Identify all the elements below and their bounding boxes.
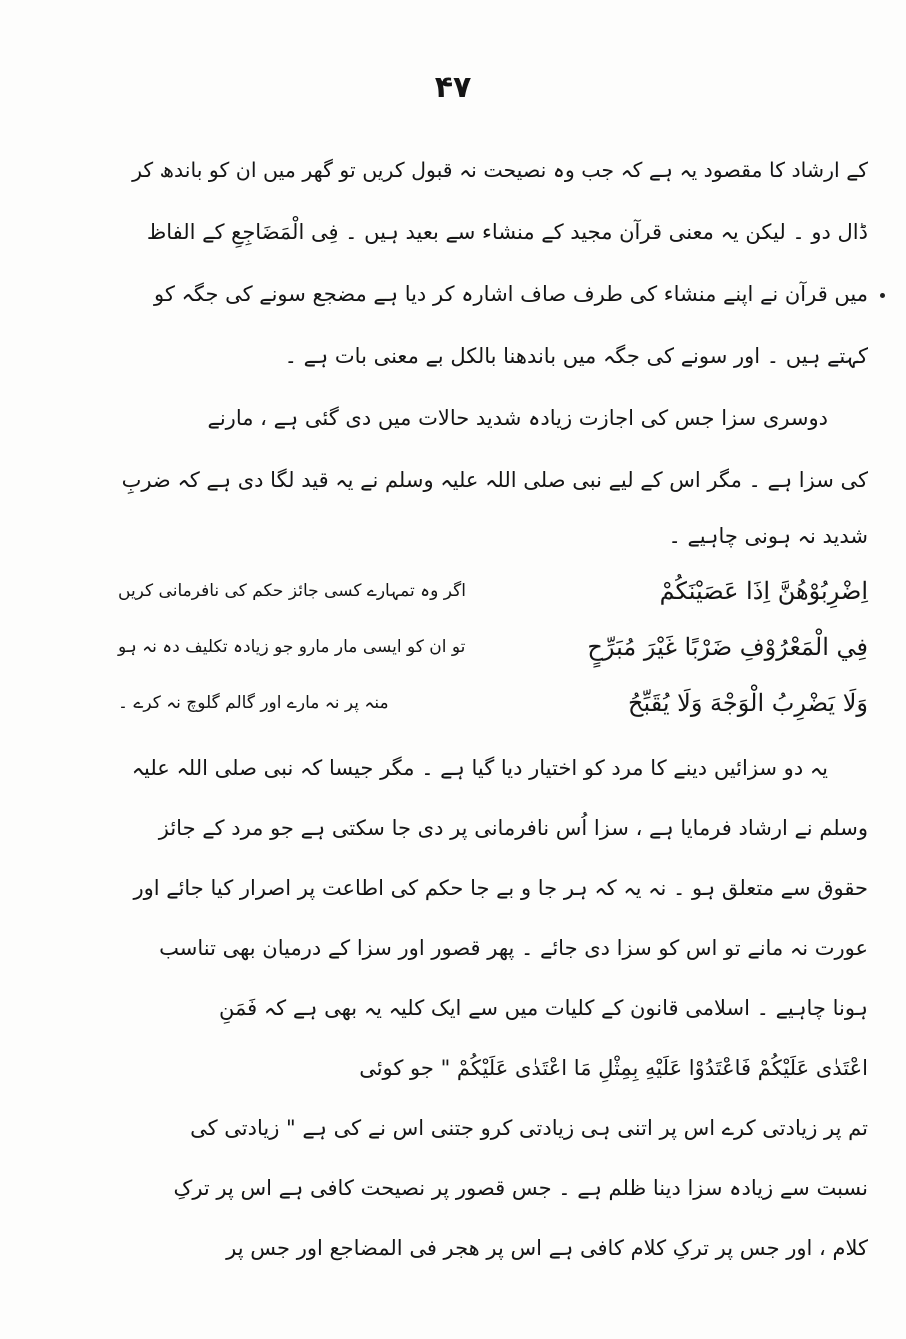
text-line: وسلم نے ارشاد فرمایا ہے ، سزا اُس نافرمانی پر دی جا سکتی ہے جو مرد کے جائز bbox=[158, 816, 868, 840]
hadith-translation: منہ پر نہ مارے اور گالم گلوچ نہ کرے ۔ bbox=[118, 693, 389, 713]
text-line: دوسری سزا جس کی اجازت زیادہ شدید حالات میں دی گئی ہے ، مارنے bbox=[207, 406, 828, 430]
text-line: کی سزا ہے ۔ مگر اس کے لیے نبی صلی اللہ علیہ وسلم نے یہ قید لگا دی ہے کہ ضربِ bbox=[121, 468, 868, 492]
hadith-translation: اگر وہ تمہارے کسی جائز حکم کی نافرمانی کریں bbox=[118, 581, 466, 601]
text-line: کلام ، اور جس پر ترکِ کلام کافی ہے اس پر ھجر فی المضاجع اور جس پر bbox=[226, 1236, 868, 1260]
hadith-arabic: اِضْرِبُوْهُنَّ اِذَا عَصَيْنَكُمْ bbox=[659, 577, 868, 605]
text-line: شدید نہ ہونی چاہیے ۔ bbox=[668, 524, 868, 548]
page-number: ۴۷ bbox=[434, 70, 472, 105]
text-line: ہونا چاہیے ۔ اسلامی قانون کے کلیات میں سے ایک کلیہ یہ بھی ہے کہ فَمَنِ bbox=[219, 996, 868, 1020]
text-line: عورت نہ مانے تو اس کو سزا دی جائے ۔ پھر قصور اور سزا کے درمیان بھی تناسب bbox=[159, 936, 868, 960]
hadith-row bbox=[118, 566, 868, 616]
text-line: اعْتَدٰى عَلَيْكُمْ فَاعْتَدُوْا عَلَيْهِ بِمِثْلِ مَا اعْتَدٰى عَلَيْكُمْ " جو کوئی bbox=[359, 1056, 868, 1080]
text-line: تم پر زیادتی کرے اس پر اتنی ہی زیادتی کرو جتنی اس نے کی ہے " زیادتی کی bbox=[190, 1116, 868, 1140]
text-line: ڈال دو ۔ لیکن یہ معنی قرآن مجید کے منشاء سے بعید ہیں ۔ فِی الْمَضَاجِعِ کے الفاظ bbox=[146, 220, 868, 244]
text-line: نسبت سے زیادہ سزا دینا ظلم ہے ۔ جس قصور پر نصیحت کافی ہے اس پر ترکِ bbox=[173, 1176, 868, 1200]
text-line: کے ارشاد کا مقصود یہ ہے کہ جب وہ نصیحت نہ قبول کریں تو گھر میں ان کو باندھ کر bbox=[132, 158, 868, 182]
text-line: حقوق سے متعلق ہو ۔ نہ یہ کہ ہر جا و بے جا حکم کی اطاعت پر اصرار کیا جائے اور bbox=[133, 876, 868, 900]
hadith-translation: تو ان کو ایسی مار مارو جو زیادہ تکلیف دہ نہ ہو bbox=[118, 637, 466, 657]
margin-dot bbox=[880, 293, 885, 298]
hadith-row bbox=[118, 622, 868, 672]
hadith-arabic: وَلَا يَضْرِبُ الْوَجْهَ وَلَا يُقَبِّحُ bbox=[627, 689, 868, 717]
hadith-row bbox=[118, 678, 868, 728]
text-line: میں قرآن نے اپنے منشاء کی طرف صاف اشارہ کر دیا ہے مضجع سونے کی جگہ کو bbox=[154, 282, 868, 306]
text-line: کہتے ہیں ۔ اور سونے کی جگہ میں باندھنا بالکل بے معنی بات ہے ۔ bbox=[284, 344, 868, 368]
hadith-arabic: فِي الْمَعْرُوْفِ ضَرْبًا غَيْرَ مُبَرِّحٍ bbox=[587, 633, 868, 661]
text-line: یہ دو سزائیں دینے کا مرد کو اختیار دیا گیا ہے ۔ مگر جیسا کہ نبی صلی اللہ علیہ bbox=[131, 756, 828, 780]
